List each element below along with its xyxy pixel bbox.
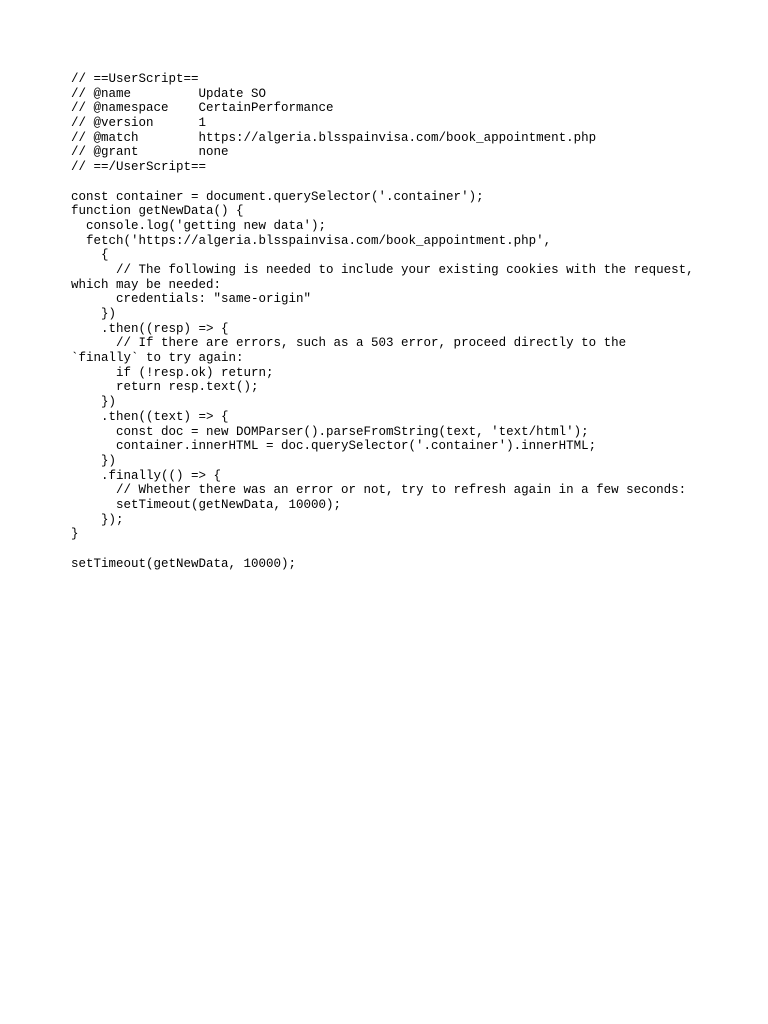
code-line: // @name Update SO: [71, 86, 267, 101]
code-line: }): [71, 307, 117, 321]
code-line: // @version 1: [71, 116, 207, 131]
code-line: which may be needed:: [71, 277, 222, 292]
code-line: // @namespace CertainPerformance: [71, 101, 334, 116]
code-line: // @grant none: [71, 145, 229, 160]
code-line: credentials: "same-origin": [71, 292, 312, 307]
code-line: [71, 542, 694, 557]
code-block: [71, 72, 694, 571]
code-line: container.innerHTML = doc.querySelector('.container').innerHTML;: [71, 439, 597, 454]
code-line: console.log('getting new data');: [71, 218, 327, 233]
code-line: });: [71, 512, 124, 527]
code-line: // @match https://algeria.blsspainvisa.com/book_appointment.php: [71, 130, 597, 145]
code-line: if (!resp.ok) return;: [71, 365, 274, 380]
code-line: // ==/UserScript==: [71, 160, 207, 175]
code-line: .finally(() => {: [71, 468, 222, 483]
code-line: setTimeout(getNewData, 10000);: [71, 556, 297, 571]
code-line: // If there are errors, such as a 503 error, proceed directly to the: [71, 336, 627, 351]
code-line: }): [71, 453, 117, 468]
code-line: // The following is needed to include your existing cookies with the request,: [71, 262, 694, 277]
code-line: }): [71, 395, 117, 410]
code-line: {: [71, 248, 109, 263]
code-line: function getNewData() {: [71, 204, 244, 219]
code-line: return resp.text();: [71, 380, 259, 395]
code-line: .then((text) => {: [71, 409, 229, 424]
code-line: `finally` to try again:: [71, 351, 244, 366]
code-line: // Whether there was an error or not, try to refresh again in a few seconds:: [71, 483, 687, 498]
code-line: [71, 175, 694, 190]
code-line: const doc = new DOMParser().parseFromString(text, 'text/html');: [71, 424, 589, 439]
code-line: const container = document.querySelector('.container');: [71, 189, 484, 204]
code-line: }: [71, 527, 79, 542]
code-line: .then((resp) => {: [71, 321, 229, 336]
code-line: setTimeout(getNewData, 10000);: [71, 497, 342, 512]
code-line: // ==UserScript==: [71, 72, 199, 86]
code-line: fetch('https://algeria.blsspainvisa.com/book_appointment.php',: [71, 233, 552, 248]
